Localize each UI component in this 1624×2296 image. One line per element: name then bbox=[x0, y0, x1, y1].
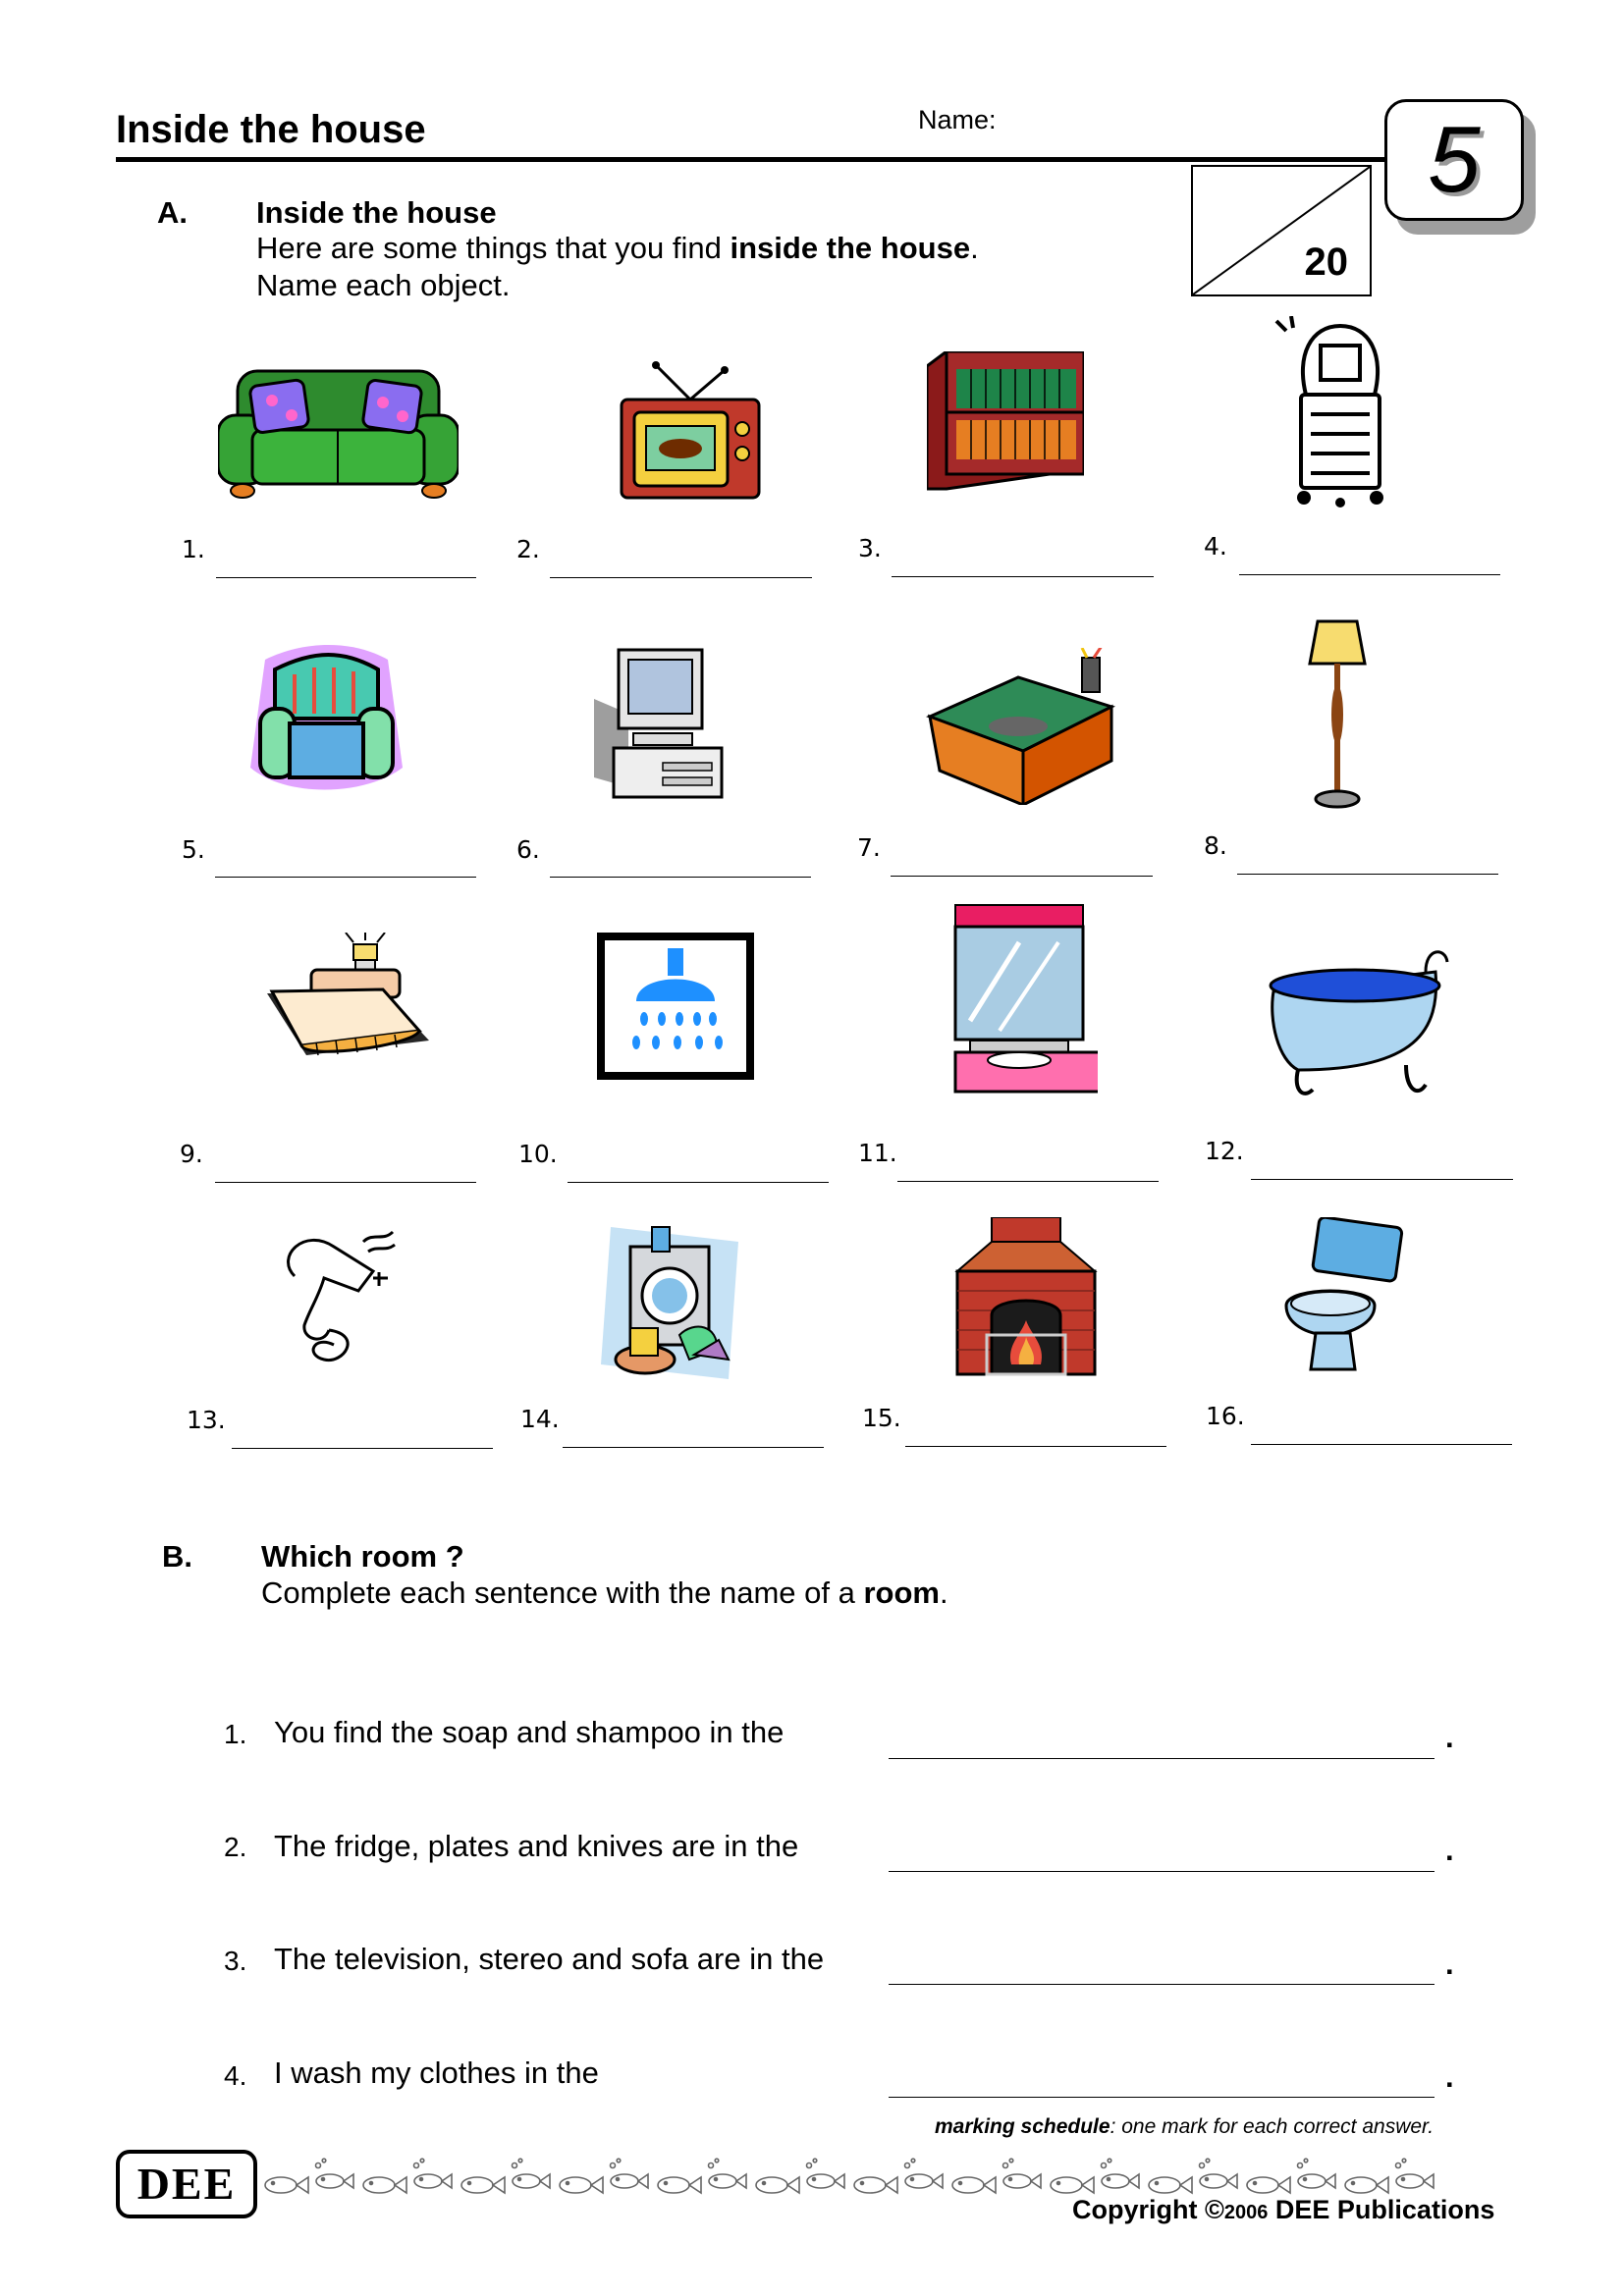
name-label: Name: bbox=[918, 105, 997, 134]
question-period: . bbox=[1445, 1720, 1454, 1754]
item-number: 11. bbox=[858, 1139, 897, 1167]
question-text: You find the soap and shampoo in the bbox=[274, 1715, 785, 1749]
hair-dryer-icon bbox=[265, 1217, 403, 1374]
item-number: 4. bbox=[1204, 532, 1227, 561]
section-a-instruction-2: Name each object. bbox=[256, 268, 511, 302]
instruction-emphasis: room bbox=[863, 1575, 940, 1610]
item-number: 5. bbox=[182, 835, 205, 864]
answer-line[interactable] bbox=[889, 1758, 1435, 1759]
logo-text: DEE bbox=[136, 2159, 237, 2209]
copyright bbox=[1072, 2195, 1494, 2225]
question-number: 3. bbox=[224, 1946, 247, 1976]
item-number: 14. bbox=[520, 1405, 560, 1433]
section-b-title: Which room ? bbox=[261, 1539, 464, 1574]
shower-icon bbox=[597, 933, 754, 1080]
answer-line[interactable] bbox=[905, 1446, 1166, 1447]
answer-line[interactable] bbox=[550, 577, 812, 578]
unit-badge bbox=[1384, 99, 1524, 221]
item-number: 3. bbox=[858, 534, 882, 562]
item-number: 10. bbox=[518, 1140, 558, 1168]
desk-icon bbox=[925, 648, 1121, 805]
sofa-icon bbox=[218, 361, 459, 504]
question-text: I wash my clothes in the bbox=[274, 2056, 599, 2090]
question-text: The television, stereo and sofa are in the bbox=[274, 1942, 825, 1976]
question-text: The fridge, plates and knives are in the bbox=[274, 1829, 799, 1863]
answer-line[interactable] bbox=[563, 1447, 824, 1448]
instruction-text: Here are some things that you find bbox=[256, 231, 731, 265]
dresser-icon bbox=[1267, 316, 1414, 512]
copyright-year: 2006 bbox=[1223, 2202, 1269, 2223]
answer-line[interactable] bbox=[215, 1182, 476, 1183]
question-number: 4. bbox=[224, 2060, 247, 2091]
instruction-period: . bbox=[970, 231, 979, 265]
answer-line[interactable] bbox=[215, 877, 476, 878]
fireplace-icon bbox=[952, 1217, 1100, 1379]
question-period: . bbox=[1445, 2059, 1454, 2094]
computer-icon bbox=[589, 640, 727, 807]
answer-line[interactable] bbox=[1251, 1179, 1513, 1180]
answer-line[interactable] bbox=[216, 577, 476, 578]
question-number: 1. bbox=[224, 1719, 247, 1749]
toilet-icon bbox=[1276, 1217, 1409, 1374]
instruction-emphasis: inside the house bbox=[730, 231, 971, 265]
bed-icon bbox=[247, 933, 434, 1065]
section-b-instruction bbox=[261, 1575, 948, 1612]
answer-line[interactable] bbox=[889, 1871, 1435, 1872]
item-number: 8. bbox=[1204, 831, 1227, 860]
section-a-letter: A. bbox=[157, 195, 188, 230]
answer-line[interactable] bbox=[550, 877, 811, 878]
answer-line[interactable] bbox=[889, 1984, 1435, 1985]
answer-line[interactable] bbox=[232, 1448, 493, 1449]
item-number: 12. bbox=[1205, 1137, 1244, 1165]
question-period: . bbox=[1445, 1947, 1454, 1981]
item-number: 16. bbox=[1206, 1402, 1245, 1430]
answer-line[interactable] bbox=[889, 2097, 1435, 2098]
score-box bbox=[1191, 165, 1372, 296]
marking-schedule bbox=[935, 2115, 1434, 2139]
item-number: 7. bbox=[857, 833, 881, 862]
section-a-title: Inside the house bbox=[256, 195, 497, 230]
answer-line[interactable] bbox=[1237, 874, 1498, 875]
copyright-label: Copyright © bbox=[1072, 2195, 1224, 2224]
score-total: 20 bbox=[1304, 240, 1348, 284]
dee-logo bbox=[116, 2150, 257, 2218]
marking-text: : one mark for each correct answer. bbox=[1110, 2115, 1435, 2138]
answer-line[interactable] bbox=[892, 576, 1154, 577]
item-number: 13. bbox=[187, 1406, 226, 1434]
page-title: Inside the house bbox=[116, 108, 426, 151]
answer-line[interactable] bbox=[568, 1182, 829, 1183]
section-a-instruction bbox=[256, 230, 979, 267]
item-number: 1. bbox=[182, 535, 205, 563]
header-divider bbox=[116, 157, 1392, 162]
item-number: 6. bbox=[516, 835, 540, 864]
bathroom-sink-icon bbox=[941, 903, 1098, 1101]
instruction-period: . bbox=[939, 1575, 948, 1610]
instruction-text: Complete each sentence with the name of a bbox=[261, 1575, 864, 1610]
answer-line[interactable] bbox=[897, 1181, 1159, 1182]
armchair-icon bbox=[245, 640, 407, 797]
washing-machine-icon bbox=[601, 1222, 748, 1379]
question-number: 2. bbox=[224, 1832, 247, 1862]
section-b-letter: B. bbox=[162, 1539, 192, 1574]
item-number: 9. bbox=[180, 1140, 203, 1168]
answer-line[interactable] bbox=[891, 876, 1153, 877]
marking-label: marking schedule bbox=[935, 2115, 1110, 2138]
floor-lamp-icon bbox=[1298, 616, 1377, 813]
unit-number: 5 bbox=[1428, 107, 1481, 212]
question-period: . bbox=[1445, 1833, 1454, 1867]
copyright-publisher: DEE Publications bbox=[1268, 2195, 1495, 2224]
bookshelf-icon bbox=[927, 351, 1084, 499]
answer-line[interactable] bbox=[1251, 1444, 1512, 1445]
item-number: 2. bbox=[516, 535, 540, 563]
television-icon bbox=[617, 355, 764, 503]
bathtub-icon bbox=[1259, 942, 1455, 1109]
item-number: 15. bbox=[862, 1404, 901, 1432]
answer-line[interactable] bbox=[1239, 574, 1500, 575]
